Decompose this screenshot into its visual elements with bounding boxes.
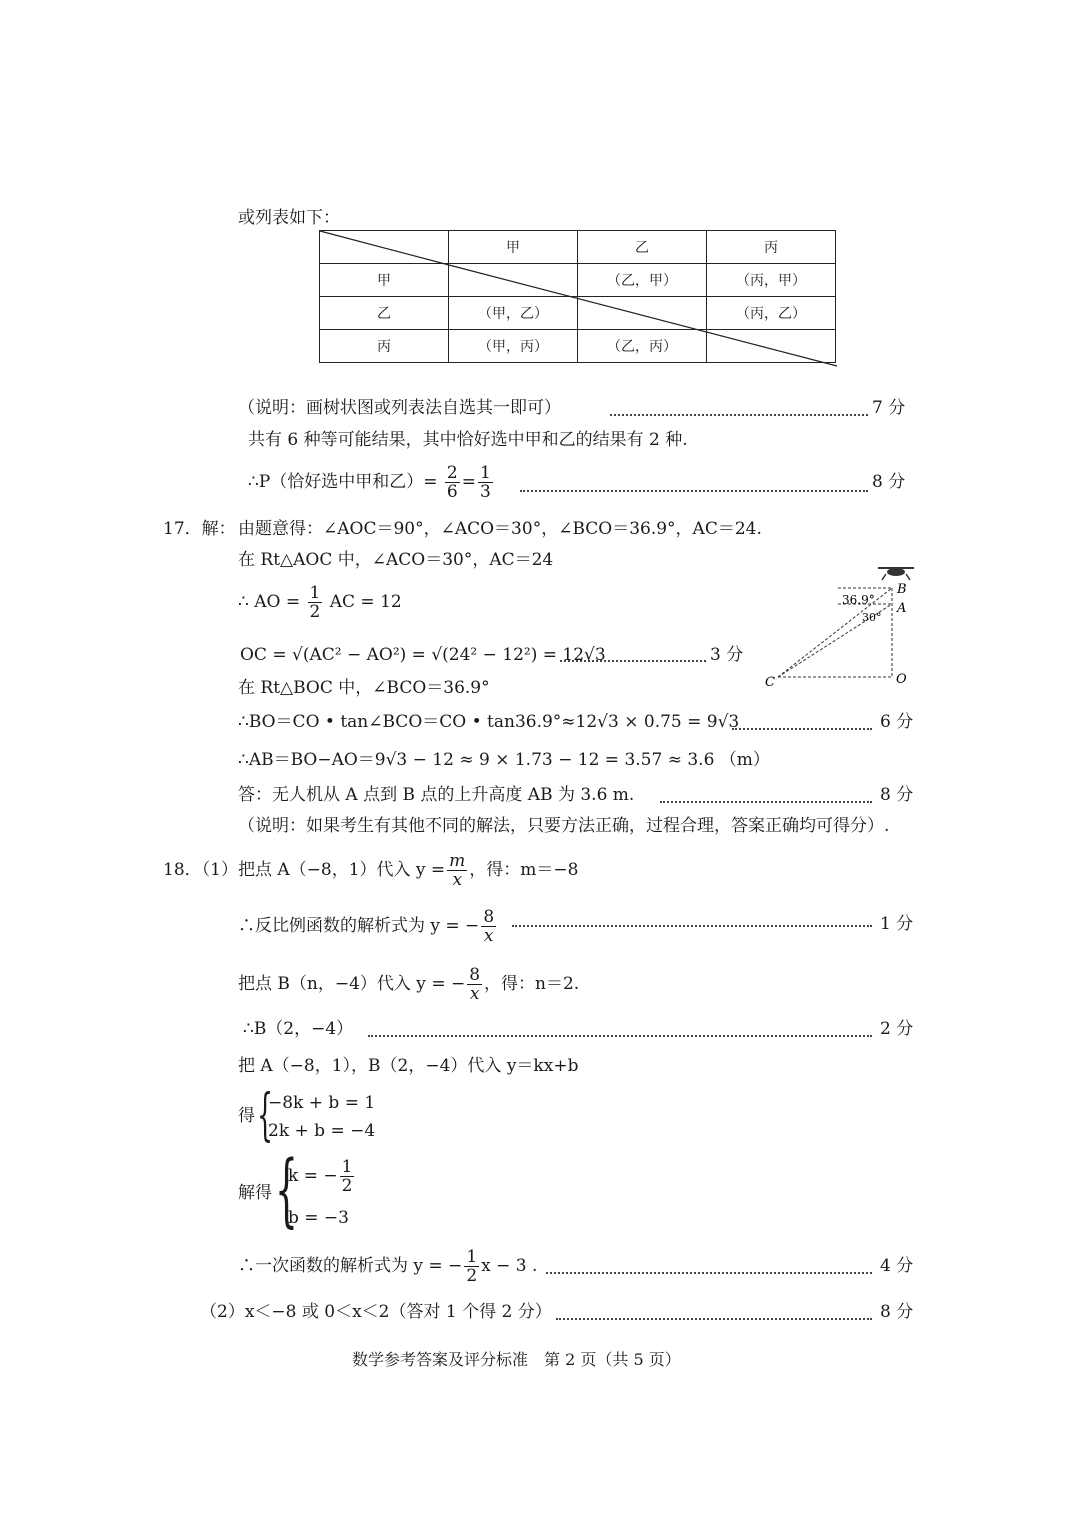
dot-leader: [610, 414, 868, 416]
table-cell: （乙，甲）: [578, 264, 707, 297]
q18-eq1: −8k + b = 1: [268, 1093, 376, 1113]
q18-line1: 18．（1）把点 A（−8，1）代入 y = $\frac{m}{x}$ ，得：m＝−8: [163, 851, 579, 890]
q18-b: b = −3: [288, 1208, 349, 1228]
page-footer: 数学参考答案及评分标准 第 2 页（共 5 页）: [352, 1350, 681, 1369]
fraction: $\frac{2}{6}$: [446, 463, 458, 502]
q17-ao: ∴ AO = $\frac{1}{2}$ AC = 12: [238, 583, 402, 622]
q17-rt1: 在 Rt△AOC 中，∠ACO＝30°，AC＝24: [238, 550, 554, 570]
dot-leader: [520, 490, 868, 492]
drone-icon: [878, 568, 914, 580]
fraction: $\frac{1}{2}$: [309, 583, 321, 622]
score: 1 分: [880, 914, 914, 934]
fraction: $\frac{m}{x}$: [449, 851, 466, 890]
brace: {: [257, 1083, 274, 1148]
dot-leader: [556, 1318, 872, 1320]
table-diagonals: [0, 0, 1080, 400]
score: 2 分: [880, 1019, 914, 1039]
table-header-cell: 丙: [707, 231, 836, 264]
intro-text: 或列表如下：: [238, 208, 340, 228]
point-label-o: O: [896, 672, 907, 687]
q18-b-result: ∴B（2，−4）: [243, 1019, 354, 1039]
point-label-c: C: [765, 675, 775, 690]
q17-note: （说明：如果考生有其他不同的解法，只要方法正确，过程合理，答案正确均可得分）.: [238, 816, 890, 836]
dot-leader: [732, 728, 872, 730]
q18-jiede: 解得: [238, 1183, 272, 1203]
dot-leader: [660, 801, 872, 803]
q18-inverse: ∴反比例函数的解析式为 y = − $\frac{8}{x}$: [238, 907, 495, 946]
table-row-label: 丙: [320, 330, 449, 363]
drone-diagram: [760, 560, 920, 695]
table-row-label: 乙: [320, 297, 449, 330]
table-row-label: 甲: [320, 264, 449, 297]
score: 6 分: [880, 712, 914, 732]
dot-leader: [560, 660, 706, 662]
fraction: $\frac{1}{3}$: [479, 463, 491, 502]
table-header-cell: 乙: [578, 231, 707, 264]
table-cell: （丙，乙）: [707, 297, 836, 330]
q17-ab: ∴AB＝BO−AO＝9√3 − 12 ≈ 9 × 1.73 − 12 = 3.57 ≈ 3.6 （m）: [238, 750, 770, 770]
q18-linear: ∴一次函数的解析式为 y = − $\frac{1}{2}$ x − 3 .: [238, 1247, 538, 1286]
score: 4 分: [880, 1256, 914, 1276]
table-cell: （丙，甲）: [707, 264, 836, 297]
score: 3 分: [710, 645, 744, 665]
angle-label: 30°: [862, 611, 882, 624]
table-cell: （乙，丙）: [578, 330, 707, 363]
q17-answer: 答：无人机从 A 点到 B 点的上升高度 AB 为 3.6 m.: [238, 785, 635, 805]
q16-probability: ∴P（恰好选中甲和乙）= $\frac{2}{6}$ = $\frac{1}{3}$: [248, 463, 491, 502]
table-header-cell: 甲: [449, 231, 578, 264]
q18-de: 得: [238, 1106, 255, 1126]
score: 8 分: [880, 1302, 914, 1322]
prob-prefix: ∴P（恰好选中甲和乙）=: [248, 472, 438, 492]
q18-eq2: 2k + b = −4: [268, 1121, 376, 1141]
point-label-b: B: [897, 582, 907, 597]
score: 8 分: [872, 472, 906, 492]
dot-leader: [546, 1272, 872, 1274]
fraction: $\frac{1}{2}$: [466, 1247, 478, 1286]
score: 8 分: [880, 785, 914, 805]
table-cell: （甲，乙）: [449, 297, 578, 330]
fraction: $\frac{1}{2}$: [341, 1157, 353, 1196]
table-cell: （甲，丙）: [449, 330, 578, 363]
q17-oc: OC = √(AC² − AO²) = √(24² − 12²) = 12√3: [240, 645, 606, 665]
q18-point-b: 把点 B（n，−4）代入 y = − $\frac{8}{x}$ ，得：n＝2.: [238, 965, 580, 1004]
fraction: $\frac{8}{x}$: [469, 965, 481, 1004]
angle-label: 36.9°: [842, 593, 875, 607]
q18-part2: （2）x＜−8 或 0＜x＜2（答对 1 个得 2 分）: [200, 1302, 552, 1322]
brace: {: [275, 1143, 298, 1236]
dot-leader: [368, 1035, 872, 1037]
q18-k: k = − $\frac{1}{2}$: [288, 1157, 353, 1196]
q17-bo: ∴BO＝CO • tan∠BCO＝CO • tan36.9°≈12√3 × 0.75 = 9√3: [238, 712, 740, 732]
q17-given: 由题意得：∠AOC＝90°，∠ACO＝30°，∠BCO＝36.9°，AC＝24.: [238, 519, 762, 539]
q16-note: （说明：画树状图或列表法自选其一即可）: [238, 398, 561, 418]
fraction: $\frac{8}{x}$: [483, 907, 495, 946]
point-label-a: A: [897, 601, 907, 616]
q17-label: 17．解：: [163, 519, 236, 539]
dot-leader: [512, 925, 872, 927]
q17-rt2: 在 Rt△BOC 中，∠BCO＝36.9°: [238, 678, 490, 698]
q16-result: 共有 6 种等可能结果，其中恰好选中甲和乙的结果有 2 种.: [248, 430, 688, 450]
q18-substitute: 把 A（−8，1），B（2，−4）代入 y＝kx+b: [238, 1056, 579, 1076]
score: 7 分: [872, 398, 906, 418]
